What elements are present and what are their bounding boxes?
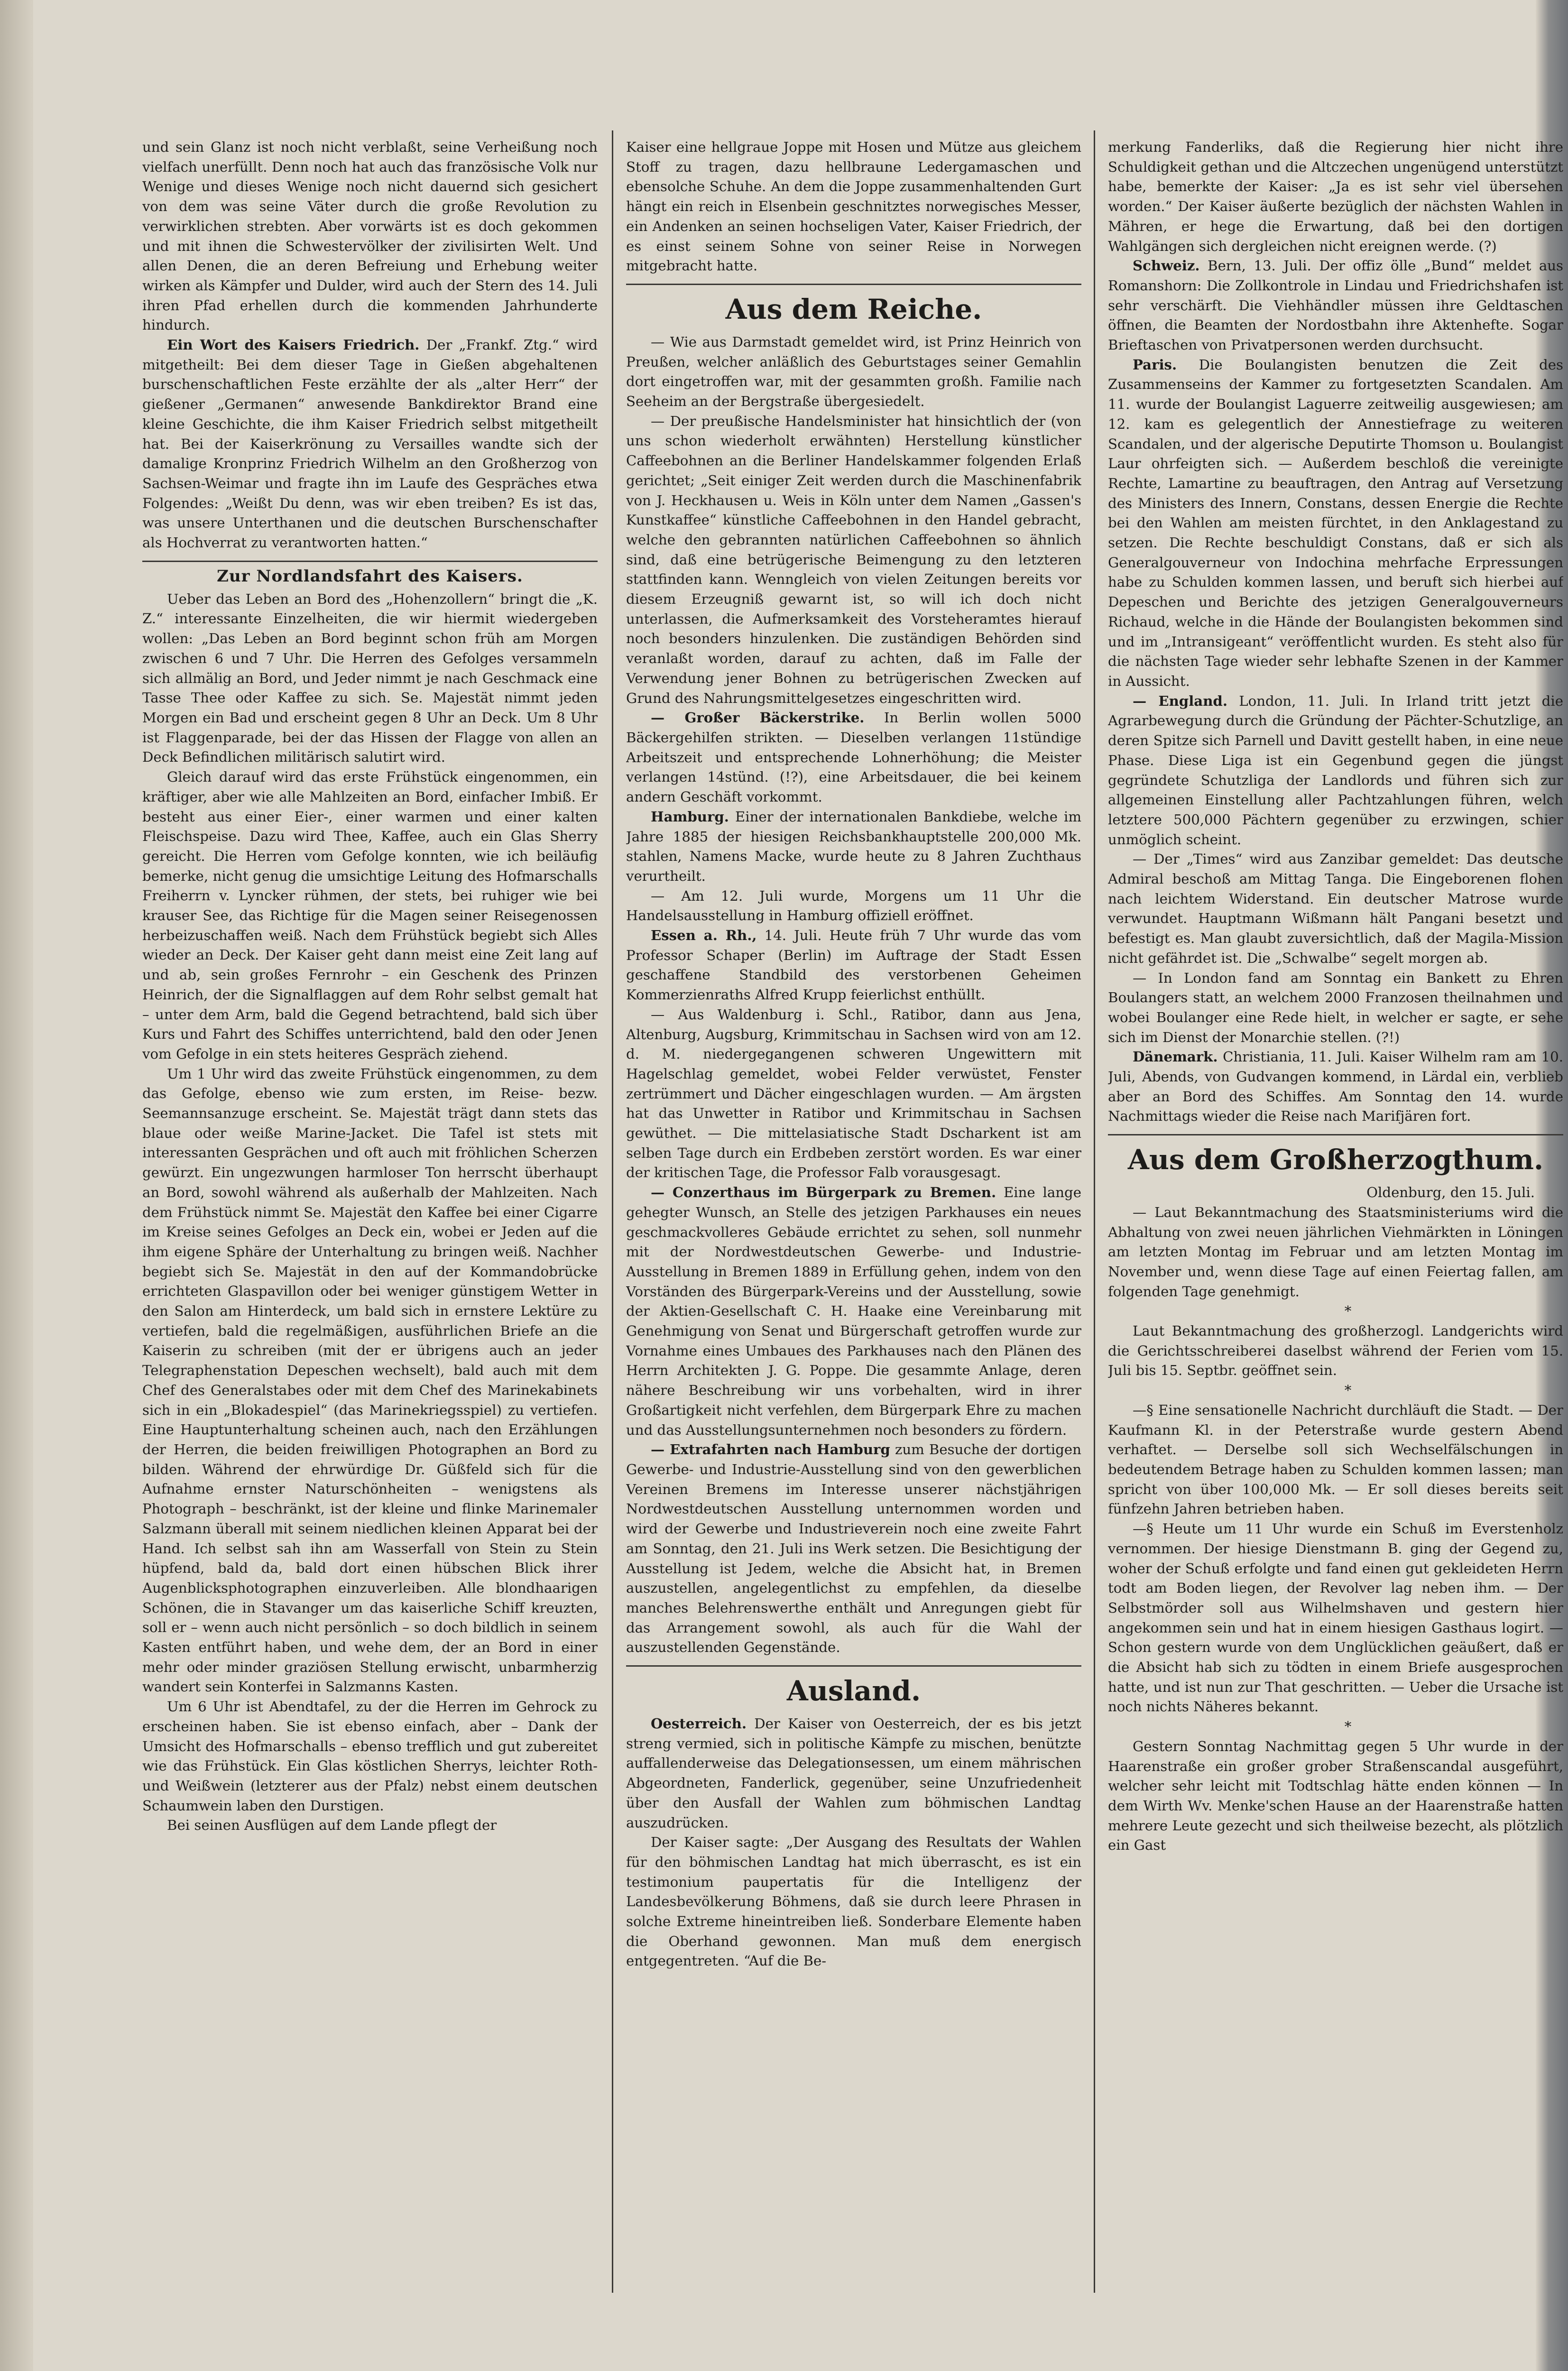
article-title: Oesterreich. (651, 1716, 747, 1732)
article-text: Der Kaiser von Oesterreich, der es bis jetzt streng vermied, sich in politische Kämpfe zu mischen, benützte auffallenderweise das Delegationsessen, um einem mährischen Abgeordneten, Fanderlick, gegenüber, seine Unzufriedenheit über den Ausfall der Wahlen zum böhmischen Landtag auszudrücken. (626, 1716, 1081, 1831)
article-text: — Laut Bekanntmachung des Staatsministeriums wird die Abhaltung von zwei neuen jährlichen Viehmärkten in Löningen am letzten Montag im Februar und am letzten Montag im November und, wenn diese Tage auf einen Feiertag fallen, am folgenden Tage genehmigt. (1108, 1204, 1563, 1300)
article-title: — Extrafahrten nach Hamburg (651, 1441, 890, 1458)
column-rule-1 (612, 130, 613, 2293)
separator (142, 561, 598, 562)
article-text: und sein Glanz ist noch nicht verblaßt, seine Verheißung noch vielfach unerfüllt. Denn noch hat auch das französische Volk nur Wenige und dieses Wenige noch nicht dauernd sich gesichert von dem was seine Väter durch die große Revolution zu verwirklichen strebten. Aber vorwärts ist es doch gekommen und mit ihnen die Schwestervölker der zivilisirten Welt. Und allen Denen, die an deren Befreiung und Erhebung weiter wirken als Kämpfer und Dulder, wird auch der Stern des 14. Juli ihren Pfad erhellen durch die kommenden Jahrhunderte hindurch. (142, 139, 598, 333)
article-paragraph (626, 1714, 1081, 1833)
column-1 (142, 138, 598, 2290)
article-paragraph (1108, 256, 1563, 355)
article-text: In Berlin wollen 5000 Bäckergehilfen strikten. — Dieselben verlangen 11stündige Arbeitszeit und entsprechende Lohnerhöhung; die Meister verlangen 14stünd. (!?), eine Arbeitsdauer, die bei keinem andern Geschäft vorkommt. (626, 710, 1081, 805)
separator-stars: * (1344, 1303, 1352, 1319)
article-text: Eine lange gehegter Wunsch, an Stelle des jetzigen Parkhauses ein neues geschmackvolleres Gebäude errichtet zu sehen, soll nunmehr mit der Nordwestdeutschen Gewerbe- und Industrie-Ausstellung in Bremen 1889 in Erfüllung gehen, indem von den Vorständen des Bürgerpark-Vereins und der Ausstellung, sowie der Aktien-Gesellschaft C. H. Haake eine Vereinbarung mit Genehmigung von Senat und Bürgerschaft getroffen wurde zur Vornahme eines Umbaues des Parkhauses nach den Plänen des Herrn Architekten J. G. Poppe. Die gesammte Anlage, deren nähere Beschreibung wir uns vorbehalten, wird in ihrer Großartigkeit nicht verfehlen, dem Bürgerpark Ehre zu machen und das Ausstellungsunternehmen noch besonders zu fördern. (626, 1184, 1081, 1438)
section-heading: Zur Nordlandsfahrt des Kaisers. (217, 566, 523, 586)
article-text: Gestern Sonntag Nachmittag gegen 5 Uhr wurde in der Haarenstraße ein großer grober Straßenscandal ausgeführt, welcher sehr leicht mit Todtschlag hätte enden können — In dem Wirth Wv. Menke'schen Hause an der Haarenstraße hatten mehrere Leute gezecht und sich theilweise bezecht, als plötzlich ein Gast (1108, 1738, 1563, 1854)
article-text: —§ Eine sensationelle Nachricht durchläuft die Stadt. — Der Kaufmann Kl. in der Peterstraße wurde gestern Abend verhaftet. — Derselbe soll sich Wechselfälschungen in bedeutendem Betrage haben zu Schulden kommen lassen; man spricht von über 100,000 Mk. — Er soll dieses bereits seit fünfzehn Jahren betrieben haben. (1108, 1402, 1563, 1517)
article-title: — Conzerthaus im Bürgerpark zu Bremen. (651, 1184, 996, 1201)
article-paragraph (626, 926, 1081, 1005)
separator-stars: * (1344, 1382, 1352, 1399)
article-title: Schweiz. (1133, 258, 1200, 274)
separator-stars: * (1344, 1718, 1352, 1735)
separator (626, 1665, 1081, 1667)
article-text: 14. Juli. Heute früh 7 Uhr wurde das vom Professor Schaper (Berlin) im Auftrage der Stadt Essen geschaffene Standbild des verstorbenen Geheimen Kommerzienraths Alfred Krupp feierlichst enthüllt. (626, 927, 1081, 1003)
article-text: —§ Heute um 11 Uhr wurde ein Schuß im Everstenholz vernommen. Der hiesige Dienstmann B. ging der Gegend zu, woher der Schuß erfolgte und fand einen gut gekleideten Herrn todt am Boden liegen, der Revolver lag neben ihm. — Der Selbstmörder soll aus Wilhelmshaven und gestern hier angekommen sein und hat in einem hiesigen Gasthaus logirt. — Schon gestern wurde von dem Unglücklichen geäußert, daß er die Absicht hab sich zu tödten in einem Briefe ausgesprochen hatte, und ist nun zur That geschritten. — Ueber die Ursache ist noch nichts Näheres bekannt. (1108, 1521, 1563, 1715)
column-rule-2 (1094, 130, 1095, 2293)
article-text: Bern, 13. Juli. Der offiz ölle „Bund“ meldet aus Romanshorn: Die Zollkontrole in Lindau und Friedrichshafen ist sehr verschärft. Die Viehhändler müssen ihre Geldtaschen öffnen, die Beamten der Nordostbahn ihre Aktenhefte. Sogar Brieftaschen von Privatpersonen werden durchsucht. (1108, 258, 1563, 353)
article-title: Essen a. Rh., (651, 927, 757, 944)
separator (1108, 1134, 1563, 1135)
dateline: Oldenburg, den 15. Juli. (1366, 1184, 1535, 1201)
article-paragraph (626, 1183, 1081, 1440)
article-text: — In London fand am Sonntag ein Bankett zu Ehren Boulangers statt, an welchem 2000 Franzosen theilnahmen und wobei Boulanger eine Rede hielt, in welcher er sagte, er sehe sich im Dienst der Monarchie stellen. (?!) (1108, 969, 1563, 1045)
section-heading: Aus dem Großherzogthum. (1127, 1144, 1544, 1176)
article-text: Einer der internationalen Bankdiebe, welche im Jahre 1885 der hiesigen Reichsbankhauptstelle 200,000 Mk. stahlen, Namens Macke, wurde heute zu 8 Jahren Zuchthaus verurtheilt. (626, 808, 1081, 884)
article-text: Der „Frankf. Ztg.“ wird mitgetheilt: Bei dem dieser Tage in Gießen abgehaltenen burschenschaftlichen Feste erzählte der als „alter Herr“ der gießener „Germanen“ anwesende Bankdirektor Brand eine kleine Geschichte, die ihm Kaiser Friedrich selbst mitgetheilt hat. Bei der Kaiserkrönung zu Versailles wandte sich der damalige Kronprinz Friedrich Wilhelm an den Großherzog von Sachsen-Weimar und fragte ihn im Laufe des Gespräches etwa Folgendes: „Weißt Du denn, was wir eben treiben? Es ist das, was unsere Unterthanen und die deutschen Burschenschafter als Hochverrat zu verantworten hatten.“ (142, 337, 598, 551)
article-paragraph (626, 708, 1081, 807)
article-title: Dänemark. (1133, 1049, 1218, 1065)
article-text: merkung Fanderliks, daß die Regierung hier nicht ihre Schuldigkeit gethan und die Altczechen ungenügend unterstützt habe, bemerkte der Kaiser: „Ja es ist sehr viel übersehen worden.“ Der Kaiser äußerte bezüglich der nächsten Wahlen in Mähren, er hege die Erwartung, daß bei den dortigen Wahlgängen sich dergleichen nicht ereignen werde. (?) (1108, 139, 1563, 254)
page-binding (0, 0, 33, 2371)
article-text: Gleich darauf wird das erste Frühstück eingenommen, ein kräftiger, aber wie alle Mahlzeiten an Bord, einfacher Imbiß. Er besteht aus einer Eier-, einer warmen und einer kalten Fleischspeise. Dazu wird Thee, Kaffee, auch ein Glas Sherry gereicht. Die Herren vom Gefolge konnten, wie ich beiläufig bemerke, nicht genug die umsichtige Leitung des Hofmarschalls Freiherrn v. Lyncker rühmen, der stets, bei ruhiger wie bei krauser See, das Richtige für die Magen seiner Reisegenossen herbeizuschaffen weiß. Nach dem Frühstück begiebt sich Alles wieder an Deck. Der Kaiser geht dann meist eine Zeit lang auf und ab, sein großes Fernrohr – ein Geschenk des Prinzen Heinrich, der die Signalflaggen auf dem Rohr selbst gemalt hat – unter dem Arm, bald die Gegend betrachtend, bald sich über Kurs und Fahrt des Schiffes unterrichtend, bald den oder Jenen vom Gefolge in ein stets heiteres Gespräch ziehend. (142, 769, 598, 1062)
article-text: — Aus Waldenburg i. Schl., Ratibor, dann aus Jena, Altenburg, Augsburg, Krimmitschau in Sachsen wird von am 12. d. M. niedergegangenen schweren Ungewittern mit Hagelschlag gemeldet, wobei Felder verwüstet, Fenster zertrümmert und Dächer eingeschlagen wurden. — Am ärgsten hat das Unwetter in Ratibor und Krimmitschau in Sachsen gewüthet. — Die mittelasiatische Stadt Dscharkent ist am selben Tage durch ein Erdbeben zerstört worden. Es war einer der kritischen Tage, die Professor Falb vorausgesagt. (626, 1006, 1081, 1181)
article-paragraph (1108, 692, 1563, 850)
article-text: Christiania, 11. Juli. Kaiser Wilhelm ram am 10. Juli, Abends, von Gudvangen kommend, in Lärdal ein, verblieb aber an Bord des Schiffes. Am Sonntag den 14. wurde Nachmittags wieder die Reise nach Marifjären fort. (1108, 1049, 1563, 1125)
article-text: Um 6 Uhr ist Abendtafel, zu der die Herren im Gehrock zu erscheinen haben. Sie ist ebenso einfach, aber – Dank der Umsicht des Hofmarschalls – ebenso trefflich und gut zubereitet wie das Frühstück. Ein Glas köstlichen Sherrys, leichter Roth- und Weißwein (letzterer aus der Pfalz) nebst einem deutschen Schaumwein laben den Durstigen. (142, 1698, 598, 1814)
article-text: — Der preußische Handelsminister hat hinsichtlich der (von uns schon wiederholt erwähnten) Herstellung künstlicher Caffeebohnen an die Berliner Handelskammer folgenden Erlaß gerichtet; „Seit einiger Zeit werden durch die Maschinenfabrik von J. Heckhausen u. Weis in Köln unter dem Namen „Gassen's Kunstkaffee“ künstliche Caffeebohnen in den Handel gebracht, welche den gebrannten natürlichen Caffeebohnen so ähnlich sind, daß eine betrügerische Beimengung zu den letzteren stattfinden kann. Wenngleich von vielen Zeitungen bereits vor diesem Erzeugniß gewarnt ist, so will ich doch nicht unterlassen, die Aufmerksamkeit des Vorsteheramtes hierauf noch besonders hinzulenken. Die zuständigen Behörden sind veranlaßt worden, darauf zu achten, daß im Falle der Verwendung jener Bohnen zu betrügerischen Zwecken auf Grund des Nahrungsmittelgesetzes eingeschritten wird. (626, 413, 1081, 706)
article-title: — Großer Bäckerstrike. (651, 710, 865, 726)
article-text: Bei seinen Ausflügen auf dem Lande pflegt der (167, 1817, 497, 1834)
section-heading: Ausland. (786, 1675, 921, 1707)
article-title: Ein Wort des Kaisers Friedrich. (167, 337, 420, 353)
separator (626, 284, 1081, 285)
article-text: Die Boulangisten benutzen die Zeit des Zusammenseins der Kammer zu fortgesetzten Scandalen. Am 11. wurde der Boulangist Laguerre zeitweilig ausgewiesen; am 12. kam es gelegentlich der Annestiefrage zu weiteren Scandalen, und der algerische Deputirte Thomson u. Boulangist Laur ohrfeigten sich. — Außerdem beschloß die vereinigte Rechte, Lamartine zu beauftragen, den Antrag auf Versetzung des Ministers des Innern, Constans, dessen Energie die Rechte bei den Wahlen am meisten fürchtet, in den Anklagestand zu setzen. Die Rechte beschuldigt Constans, daß er sich als Generalgouverneur von Indochina mehrfache Erpressungen habe zu Schulden kommen lassen, und beruft sich hierbei auf Depeschen und Berichte des jetzigen Generalgouverneurs Richaud, welche in die Hände der Boulangisten bekommen sind und im „Intransigeant“ veröffentlicht wurden. Es steht also für die nächsten Tage wieder sehr lebhafte Szenen in der Kammer in Aussicht. (1108, 356, 1563, 689)
article-paragraph (1108, 1047, 1563, 1126)
article-title: Paris. (1133, 356, 1177, 373)
article-paragraph (142, 335, 598, 553)
section-heading: Aus dem Reiche. (725, 293, 982, 325)
article-title: Hamburg. (651, 808, 729, 825)
article-text: Um 1 Uhr wird das zweite Frühstück eingenommen, zu dem das Gefolge, ebenso wie zum ersten, im Reise- bezw. Seemannsanzuge erscheint. Se. Majestät trägt dann stets das blaue oder weiße Marine-Jacket. Die Tafel ist stets mit interessanten Gesprächen und oft auch mit fröhlichen Scherzen gewürzt. Ein ungezwungen harmloser Ton herrscht überhaupt an Bord, sowohl während als außerhalb der Mahlzeiten. Nach dem Frühstück nimmt Se. Majestät den Kaffee bei einer Cigarre im Kreise seines Gefolges an Deck ein, wobei er Jeden auf die ihm eigene Sphäre der Unterhaltung zu bringen weiß. Nachher begiebt sich Se. Majestät in den auf der Kommandobrücke errichteten Glaspavillon oder bei weniger günstigem Wetter in den Salon am Hinterdeck, um bald sich in ernstere Lektüre zu vertiefen, bald die regelmäßigen, ausführlichen Briefe an die Kaiserin zu schreiben (mit der er übrigens auch an jeder Telegraphenstation Depeschen wechselt), bald auch mit dem Chef des Generalstabes oder mit dem Chef des Marinekabinets sich in ein „Blokadespiel“ (das Marinekriegsspiel) zu vertiefen. Eine Hauptunterhaltung scheinen auch, nach den Erzählungen der Herren, die beiden freiwilligen Photographen an Bord zu bilden. Während der ehrwürdige Dr. Güßfeld sich für die Aufnahme ernster Naturschönheiten – wenigstens als Photograph – beschränkt, ist der kleine und flinke Marinemaler Salzmann überall mit seinem niedlichen kleinen Apparat bei der Hand. Ich selbst sah ihn am Wasserfall von Stein zu Stein hüpfend, bald da, bald dort einen hübschen Blick ihrer Augenblicksphotographen einzuverleiben. Alle blondhaarigen Schönen, die in Stavanger um das kaiserliche Schiff kreuzten, soll er – wenn auch nicht persönlich – so doch bildlich in seinem Kasten entführt haben, und wehe dem, der an Bord in einer mehr oder minder graziösen Stellung erwischt, unbarmherzig wandert sein Konterfei in Salzmanns Kasten. (142, 1065, 598, 1695)
article-text: — Der „Times“ wird aus Zanzibar gemeldet: Das deutsche Admiral beschoß am Mittag Tanga. Die Eingeborenen flohen nach leichtem Widerstand. Ein deutscher Matrose wurde verwundet. Hauptmann Wißmann hält Pangani besetzt und befestigt es. Man glaubt zuversichtlich, daß der Magila-Mission nicht gefährdet ist. Die „Schwalbe“ segelt morgen ab. (1108, 851, 1563, 966)
article-text: — Am 12. Juli wurde, Morgens um 11 Uhr die Handelsausstellung in Hamburg offiziell eröffnet. (626, 887, 1081, 924)
article-text: London, 11. Juli. In Irland tritt jetzt die Agrarbewegung durch die Gründung der Pächter-Schutzlige, an deren Spitze sich Parnell und Davitt gestellt haben, in eine neue Phase. Diese Liga ist ein Gegenbund gegen die jüngst gegründete Schutzliga der Landlords und führen sich zur allgemeinen Einstellung aller Pachtzahlungen führen, welch letztere 500,000 Pächtern gegenüber zu erzwingen, schier unmöglich scheint. (1108, 692, 1563, 848)
article-text: Ueber das Leben an Bord des „Hohenzollern“ bringt die „K. Z.“ interessante Einzelheiten, die wir hiermit wiedergeben wollen: „Das Leben an Bord beginnt schon früh am Morgen zwischen 6 und 7 Uhr. Die Herren des Gefolges versammeln sich allmälig an Bord, und Jeder nimmt je nach Geschmack eine Tasse Thee oder Kaffee zu sich. Se. Majestät nimmt jeden Morgen ein Bad und erscheint gegen 8 Uhr an Deck. Um 8 Uhr ist Flaggenparade, bei der das Hissen der Flagge von allen an Deck Befindlichen militärisch salutirt wird. (142, 590, 598, 766)
column-2 (626, 138, 1081, 2290)
article-text: Kaiser eine hellgraue Joppe mit Hosen und Mütze aus gleichem Stoff zu tragen, dazu hellbraune Ledergamaschen und ebensolche Schuhe. An dem die Joppe zusammenhaltenden Gurt hängt ein reich in Elsenbein geschnitztes norwegisches Messer, ein Andenken an seinen hochseligen Vater, Kaiser Friedrich, der es einst seinem Sohne von seiner Reise in Norwegen mitgebracht hatte. (626, 139, 1081, 274)
article-title: — England. (1133, 692, 1227, 709)
column-3 (1108, 138, 1563, 2290)
article-text: Der Kaiser sagte: „Der Ausgang des Resultats der Wahlen für den böhmischen Landtag hat mich überrascht, es ist ein testimonium paupertatis für die Intelligenz der Landesbevölkerung Böhmens, daß sie durch leere Phrasen in solche Extreme hineintreiben ließ. Sonderbare Elemente haben die Oberhand gewonnen. Man muß dem energisch entgegentreten. “Auf die Be- (626, 1834, 1081, 1969)
article-paragraph (626, 1440, 1081, 1658)
article-text: zum Besuche der dortigen Gewerbe- und Industrie-Ausstellung sind von den gewerblichen Vereinen Bremens im Interesse unserer nächstjährigen Nordwestdeutschen Ausstellung unternommen worden und wird der Gewerbe und Industrieverein noch eine zweite Fahrt am Sonntag, den 21. Juli ins Werk setzen. Die Besichtigung der Ausstellung ist Jedem, welche die Absicht hat, in Bremen auszustellen, angelegentlichst zu empfehlen, da dieselbe manches Belehrenswerthe enthält und Anregungen giebt für das Arrangement sowohl, als auch für die Wahl der auszustellenden Gegenstände. (626, 1441, 1081, 1656)
article-paragraph (626, 807, 1081, 886)
article-paragraph (1108, 355, 1563, 692)
article-text: — Wie aus Darmstadt gemeldet wird, ist Prinz Heinrich von Preußen, welcher anläßlich des Geburtstages seiner Gemahlin dort eingetroffen war, mit der gesammten großh. Familie nach Seeheim an der Bergstraße übergesiedelt. (626, 333, 1081, 410)
article-text: Laut Bekanntmachung des großherzogl. Landgerichts wird die Gerichtsschreiberei daselbst während der Ferien vom 15. Juli bis 15. Septbr. geöffnet sein. (1108, 1323, 1563, 1379)
